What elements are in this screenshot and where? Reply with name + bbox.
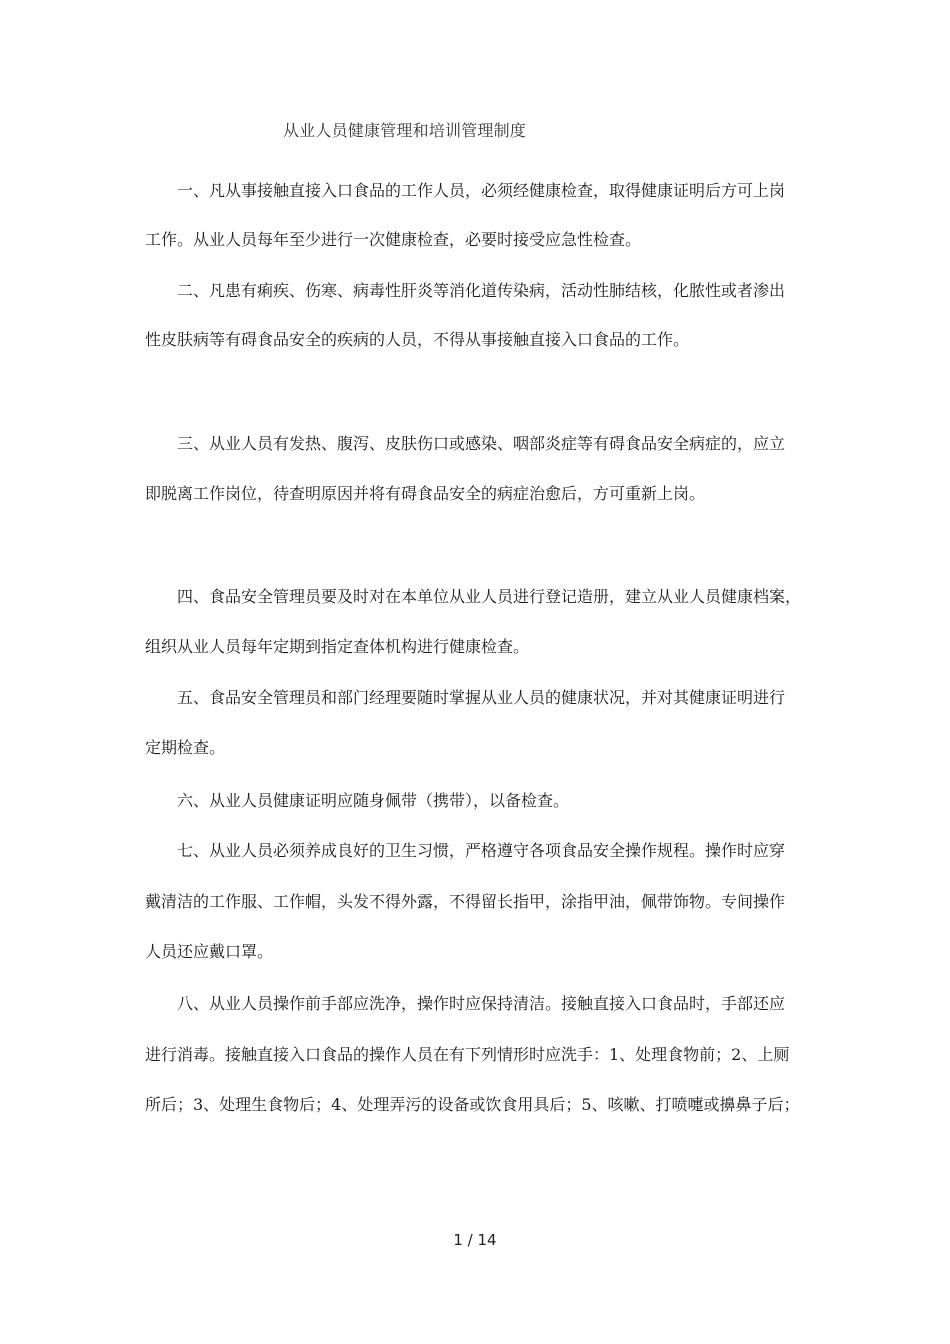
paragraph-4-line-1: 四、食品安全管理员要及时对在本单位从业人员进行登记造册，建立从业人员健康档案， [177,587,802,606]
paragraph-6-line-1: 六、从业人员健康证明应随身佩带（携带），以备检查。 [177,791,570,810]
paragraph-5-line-2: 定期检查。 [145,738,226,757]
paragraph-7-line-2: 戴清洁的工作服、工作帽，头发不得外露，不得留长指甲，涂指甲油，佩带饰物。专间操作 [145,892,786,911]
paragraph-8-line-2: 进行消毒。接触直接入口食品的操作人员在有下列情形时应洗手：1、处理食物前；2、上厕 [145,1045,790,1064]
paragraph-3-line-1: 三、从业人员有发热、腹泻、皮肤伤口或感染、咽部炎症等有碍食品安全病症的，应立 [177,434,786,453]
paragraph-1-line-2: 工作。从业人员每年至少进行一次健康检查，必要时接受应急性检查。 [145,230,642,249]
paragraph-7-line-1: 七、从业人员必须养成良好的卫生习惯，严格遵守各项食品安全操作规程。操作时应穿 [177,841,786,860]
paragraph-2-line-2: 性皮肤病等有碍食品安全的疾病的人员，不得从事接触直接入口食品的工作。 [145,330,690,349]
paragraph-8-line-1: 八、从业人员操作前手部应洗净，操作时应保持清洁。接触直接入口食品时，手部还应 [177,994,786,1013]
paragraph-8-line-3: 所后；3、处理生食物后；4、处理弄污的设备或饮食用具后；5、咳嗽、打喷嚏或擤鼻子后； [145,1095,800,1114]
paragraph-4-line-2: 组织从业人员每年定期到指定查体机构进行健康检查。 [145,637,530,656]
paragraph-7-line-3: 人员还应戴口罩。 [145,942,274,961]
paragraph-3-line-2: 即脱离工作岗位，待查明原因并将有碍食品安全的病症治愈后，方可重新上岗。 [145,484,706,503]
document-title: 从业人员健康管理和培训管理制度 [283,121,527,140]
paragraph-2-line-1: 二、凡患有痢疾、伤寒、病毒性肝炎等消化道传染病，活动性肺结核，化脓性或者渗出 [177,281,786,300]
paragraph-5-line-1: 五、食品安全管理员和部门经理要随时掌握从业人员的健康状况，并对其健康证明进行 [177,688,786,707]
paragraph-1-line-1: 一、凡从事接触直接入口食品的工作人员，必须经健康检查，取得健康证明后方可上岗 [177,181,786,200]
page-number: 1 / 14 [453,1231,497,1249]
